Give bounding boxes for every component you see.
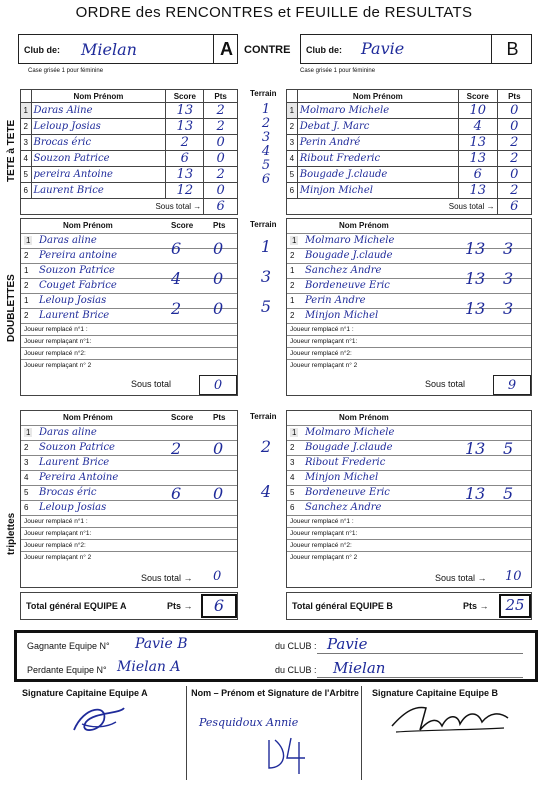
player-name: Leloup Josias bbox=[31, 119, 166, 135]
doublettes-player-row bbox=[287, 233, 531, 248]
row-number: 1 bbox=[290, 266, 295, 275]
terrain-number: 1 bbox=[261, 102, 271, 117]
row-number: 1 bbox=[24, 296, 29, 305]
player-name: Bougade J.claude bbox=[297, 167, 458, 183]
sig-arbitre-signature bbox=[261, 732, 331, 778]
triplettes-player-row bbox=[287, 455, 531, 470]
triplettes-player-row bbox=[287, 440, 531, 455]
doublettes-player-row bbox=[287, 263, 531, 278]
player-score: 6 bbox=[458, 167, 497, 183]
remplacant-line: Joueur remplacé n°1 : bbox=[287, 323, 531, 335]
perdant-club-label: du CLUB : bbox=[275, 665, 317, 675]
player-pts: 2 bbox=[204, 167, 238, 183]
tete-table-a bbox=[20, 89, 238, 215]
tete-row bbox=[21, 103, 238, 119]
player-name: Souzon Patrice bbox=[31, 151, 166, 167]
doublettes-player-row bbox=[21, 278, 237, 293]
row-number: 1 bbox=[290, 296, 295, 305]
remplacant-line: Joueur remplacé n°1 : bbox=[21, 323, 237, 335]
player-name: Leloup Josias bbox=[39, 295, 107, 306]
row-number: 1 bbox=[26, 428, 31, 437]
club-b-box bbox=[300, 34, 532, 64]
tete-sous-total-a: 6 bbox=[204, 199, 238, 215]
remplacant-line: Joueur remplaçant n°1: bbox=[21, 527, 237, 539]
player-name: Leloup Josias bbox=[39, 502, 107, 513]
remplacant-line: Joueur remplaçant n°1: bbox=[287, 335, 531, 347]
remplacant-line: Joueur remplacé n°2: bbox=[287, 539, 531, 551]
tete-row bbox=[287, 151, 532, 167]
doublettes-player-row bbox=[287, 278, 531, 293]
terrain-number: 2 bbox=[261, 116, 271, 131]
player-score: 13 bbox=[166, 119, 204, 135]
row-number: 2 bbox=[24, 311, 29, 320]
doublettes-group-score: 13 bbox=[465, 239, 486, 258]
doublettes-player-row bbox=[287, 308, 531, 323]
letter-a: A bbox=[220, 39, 233, 59]
triplettes-player-row bbox=[21, 500, 237, 515]
tri-sous-total-label: Sous total → bbox=[141, 573, 193, 583]
tete-row bbox=[21, 135, 238, 151]
player-name: Perin André bbox=[297, 135, 458, 151]
signatures-row bbox=[14, 686, 538, 780]
triplettes-player-row bbox=[287, 500, 531, 515]
col-score: Score bbox=[458, 90, 497, 103]
total-b-label: Total général EQUIPE B bbox=[292, 601, 393, 611]
doublettes-group-score: 4 bbox=[171, 269, 182, 288]
player-score: 13 bbox=[458, 135, 497, 151]
row-number: 5 bbox=[24, 488, 29, 497]
sheet-title: ORDRE des RENCONTRES et FEUILLE de RESULTATS bbox=[75, 4, 473, 21]
player-name: Ribout Frederic bbox=[297, 151, 458, 167]
player-name: Bordeneuve Eric bbox=[305, 280, 390, 291]
player-name: Couget Fabrice bbox=[39, 280, 117, 291]
dbl-sous-total-label-b: Sous total bbox=[425, 379, 466, 389]
col-score: Score bbox=[171, 221, 194, 230]
row-number: 6 bbox=[287, 183, 298, 199]
player-name: Daras aline bbox=[39, 235, 97, 246]
row-number: 2 bbox=[290, 311, 295, 320]
player-name: Daras Aline bbox=[31, 103, 166, 119]
tri-sous-total-label-b: Sous total → bbox=[435, 573, 487, 583]
col-terrain-tri: Terrain bbox=[250, 412, 277, 421]
remplacant-line: Joueur remplacé n°2: bbox=[21, 539, 237, 551]
player-score: 13 bbox=[166, 103, 204, 119]
player-pts: 0 bbox=[204, 135, 238, 151]
letter-a-box bbox=[213, 34, 239, 64]
doublettes-player-row bbox=[21, 263, 237, 278]
remplacant-line: Joueur remplacé n°2: bbox=[21, 347, 237, 359]
col-num bbox=[287, 90, 298, 103]
triplettes-player-row bbox=[21, 455, 237, 470]
col-name: Nom Prénom bbox=[63, 221, 113, 230]
col-terrain-dbl: Terrain bbox=[250, 220, 277, 229]
total-b-value-box bbox=[499, 594, 531, 618]
tete-row bbox=[287, 135, 532, 151]
total-a-box bbox=[20, 592, 238, 620]
terrain-number: 5 bbox=[260, 297, 272, 316]
row-number: 1 bbox=[292, 236, 297, 245]
player-score: 2 bbox=[166, 135, 204, 151]
sig-cap-a-box bbox=[14, 686, 186, 780]
tri-sous-total-a: 0 bbox=[213, 569, 222, 584]
remplacant-line: Joueur remplacé n°1 : bbox=[21, 515, 237, 527]
terrain-number: 4 bbox=[260, 481, 272, 501]
col-pts: Pts bbox=[497, 90, 531, 103]
player-name: Pereira Antoine bbox=[39, 472, 119, 483]
contre-label: CONTRE bbox=[244, 44, 291, 56]
player-name: Bougade J.claude bbox=[305, 442, 393, 453]
note-b: Case grisée 1 pour féminine bbox=[300, 68, 376, 74]
col-name: Nom Prénom bbox=[339, 221, 389, 230]
doublettes-group-score: 2 bbox=[171, 299, 182, 318]
row-number: 6 bbox=[24, 503, 29, 512]
row-number: 4 bbox=[21, 151, 32, 167]
col-name: Nom Prénom bbox=[339, 413, 389, 422]
terrain-number: 4 bbox=[261, 144, 271, 159]
club-a-value: Mielan bbox=[81, 40, 137, 59]
terrain-number: 5 bbox=[261, 158, 271, 173]
tete-row bbox=[21, 183, 238, 199]
doublettes-group-score: 13 bbox=[465, 269, 486, 288]
sig-cap-b-label: Signature Capitaine Equipe B bbox=[372, 688, 499, 698]
row-number: 3 bbox=[287, 135, 298, 151]
player-name: Pereira antoine bbox=[39, 250, 118, 261]
player-name: Laurent Brice bbox=[39, 457, 110, 468]
doublettes-group-pts: 3 bbox=[503, 239, 514, 258]
club-b-label: Club de: bbox=[306, 45, 342, 55]
sig-cap-a-label: Signature Capitaine Equipe A bbox=[22, 688, 148, 698]
player-name: Bordeneuve Eric bbox=[305, 487, 390, 498]
row-number: 6 bbox=[290, 503, 295, 512]
doublettes-group-pts: 0 bbox=[213, 239, 224, 258]
row-number: 2 bbox=[290, 251, 295, 260]
row-number: 2 bbox=[21, 119, 32, 135]
result-box bbox=[14, 630, 538, 682]
doublettes-player-row bbox=[21, 293, 237, 308]
triplettes-group-pts: 5 bbox=[503, 483, 514, 503]
player-name: Molmaro Michele bbox=[305, 427, 395, 438]
player-name: Molmaro Michele bbox=[305, 235, 395, 246]
player-pts: 0 bbox=[497, 119, 531, 135]
player-name: Sanchez Andre bbox=[305, 502, 382, 513]
triplettes-a-block bbox=[20, 410, 238, 588]
tete-row bbox=[287, 183, 532, 199]
player-name: Daras aline bbox=[39, 427, 97, 438]
player-name: Laurent Brice bbox=[39, 310, 110, 321]
label-triplettes: triplettes bbox=[6, 512, 17, 555]
sig-arbitre-name: Pesquidoux Annie bbox=[199, 716, 299, 729]
tete-row bbox=[287, 167, 532, 183]
tete-terrains bbox=[248, 103, 284, 187]
row-number: 1 bbox=[287, 103, 298, 119]
doublettes-group-pts: 0 bbox=[213, 299, 224, 318]
player-pts: 2 bbox=[497, 135, 531, 151]
row-number: 2 bbox=[290, 443, 295, 452]
row-number: 1 bbox=[292, 428, 297, 437]
row-number: 2 bbox=[24, 443, 29, 452]
total-a-value-box bbox=[201, 594, 237, 618]
player-name: Debat J. Marc bbox=[297, 119, 458, 135]
doublettes-player-row bbox=[21, 308, 237, 323]
terrain-number: 1 bbox=[260, 237, 272, 256]
row-number: 4 bbox=[290, 473, 295, 482]
col-terrain-tete: Terrain bbox=[250, 89, 277, 98]
label-doublettes: DOUBLETTES bbox=[6, 274, 17, 342]
doublettes-group-pts: 3 bbox=[503, 299, 514, 318]
col-pts: Pts bbox=[213, 413, 226, 422]
tete-row bbox=[21, 167, 238, 183]
player-name: Molmaro Michele bbox=[297, 103, 458, 119]
club-a-box bbox=[18, 34, 238, 64]
perdante-value: Mielan A bbox=[117, 659, 181, 675]
player-pts: 0 bbox=[204, 151, 238, 167]
player-name: Souzon Patrice bbox=[39, 265, 115, 276]
gagnante-value: Pavie B bbox=[135, 636, 188, 652]
tete-sous-total-label-b: Sous total → bbox=[287, 199, 498, 215]
total-a-pts-label: Pts → bbox=[167, 601, 193, 611]
club-a-label: Club de: bbox=[24, 45, 60, 55]
col-pts: Pts bbox=[213, 221, 226, 230]
tete-sous-total-b: 6 bbox=[497, 199, 531, 215]
sig-arbitre-box bbox=[186, 686, 362, 780]
sig-cap-a-signature bbox=[64, 702, 134, 738]
player-score: 12 bbox=[166, 183, 204, 199]
doublettes-player-row bbox=[21, 233, 237, 248]
player-name: Brocas éric bbox=[39, 487, 97, 498]
player-score: 4 bbox=[458, 119, 497, 135]
player-name: Sanchez Andre bbox=[305, 265, 382, 276]
player-name: Perin Andre bbox=[305, 295, 366, 306]
tete-table-b bbox=[286, 89, 532, 215]
col-name: Nom Prénom bbox=[63, 413, 113, 422]
row-number: 2 bbox=[287, 119, 298, 135]
remplacant-line: Joueur remplaçant n° 2 bbox=[21, 359, 237, 371]
perdante-label: Perdante Equipe N° bbox=[27, 665, 107, 675]
doublettes-player-row bbox=[287, 293, 531, 308]
doublettes-group-score: 6 bbox=[171, 239, 182, 258]
remplacant-line: Joueur remplacé n°1 : bbox=[287, 515, 531, 527]
row-number: 2 bbox=[24, 281, 29, 290]
remplacant-line: Joueur remplaçant n° 2 bbox=[21, 551, 237, 563]
row-number: 3 bbox=[21, 135, 32, 151]
row-number: 5 bbox=[287, 167, 298, 183]
row-number: 2 bbox=[24, 251, 29, 260]
terrain-number: 3 bbox=[260, 267, 272, 286]
triplettes-group-pts: 0 bbox=[213, 438, 224, 458]
player-score: 13 bbox=[166, 167, 204, 183]
player-pts: 2 bbox=[497, 151, 531, 167]
triplettes-group-score: 2 bbox=[171, 438, 182, 458]
perdant-underline bbox=[317, 677, 523, 678]
gagnant-club-value: Pavie bbox=[327, 635, 368, 653]
remplacant-line: Joueur remplaçant n°1: bbox=[21, 335, 237, 347]
player-score: 13 bbox=[458, 183, 497, 199]
player-pts: 0 bbox=[497, 167, 531, 183]
total-a-value: 6 bbox=[213, 596, 225, 615]
col-score: Score bbox=[171, 413, 194, 422]
dbl-sous-total-a: 0 bbox=[213, 378, 223, 393]
row-number: 3 bbox=[24, 458, 29, 467]
sig-cap-b-box bbox=[362, 686, 538, 780]
tete-row bbox=[21, 151, 238, 167]
triplettes-group-pts: 5 bbox=[503, 438, 514, 458]
triplettes-group-score: 6 bbox=[171, 483, 182, 503]
letter-b-box bbox=[491, 34, 533, 64]
doublettes-group-pts: 3 bbox=[503, 269, 514, 288]
col-name: Nom Prénom bbox=[297, 90, 458, 103]
gagnante-label: Gagnante Equipe N° bbox=[27, 641, 110, 651]
tete-sous-total-label: Sous total → bbox=[21, 199, 204, 215]
triplettes-group-score: 13 bbox=[465, 438, 486, 458]
triplettes-player-row bbox=[287, 485, 531, 500]
row-number: 3 bbox=[290, 458, 295, 467]
doublettes-player-row bbox=[287, 248, 531, 263]
triplettes-player-row bbox=[21, 485, 237, 500]
dbl-sous-total-label: Sous total bbox=[131, 379, 172, 389]
remplacant-line: Joueur remplacé n°2: bbox=[287, 347, 531, 359]
tete-row bbox=[287, 119, 532, 135]
row-number: 5 bbox=[290, 488, 295, 497]
sig-arbitre-label: Nom – Prénom et Signature de l'Arbitre bbox=[191, 688, 359, 698]
total-b-value: 25 bbox=[505, 596, 525, 614]
player-name: Minjon Michel bbox=[297, 183, 458, 199]
player-pts: 2 bbox=[204, 103, 238, 119]
label-tete: TETE à TETE bbox=[6, 119, 17, 182]
gagnant-underline bbox=[317, 653, 523, 654]
triplettes-b-block bbox=[286, 410, 532, 588]
row-number: 1 bbox=[24, 266, 29, 275]
tete-row bbox=[287, 103, 532, 119]
player-score: 13 bbox=[458, 151, 497, 167]
remplacant-line: Joueur remplaçant n° 2 bbox=[287, 551, 531, 563]
player-name: Brocas éric bbox=[31, 135, 166, 151]
row-number: 6 bbox=[21, 183, 32, 199]
triplettes-group-score: 13 bbox=[465, 483, 486, 503]
total-a-label: Total général EQUIPE A bbox=[26, 601, 127, 611]
letter-b: B bbox=[506, 39, 519, 59]
terrain-number: 3 bbox=[261, 130, 271, 145]
triplettes-group-pts: 0 bbox=[213, 483, 224, 503]
player-name: Minjon Michel bbox=[305, 472, 379, 483]
dbl-sous-total-box-b bbox=[493, 375, 531, 395]
remplacant-line: Joueur remplaçant n°1: bbox=[287, 527, 531, 539]
total-b-box bbox=[286, 592, 532, 620]
tri-sous-total-b: 10 bbox=[505, 569, 522, 584]
row-number: 4 bbox=[24, 473, 29, 482]
dbl-sous-total-b: 9 bbox=[507, 378, 517, 393]
player-name: Ribout Frederic bbox=[305, 457, 386, 468]
dbl-sous-total-box-a bbox=[199, 375, 237, 395]
doublettes-group-score: 13 bbox=[465, 299, 486, 318]
triplettes-player-row bbox=[287, 470, 531, 485]
player-name: Laurent Brice bbox=[31, 183, 166, 199]
player-name: Souzon Patrice bbox=[39, 442, 115, 453]
player-score: 10 bbox=[458, 103, 497, 119]
terrain-number: 2 bbox=[260, 436, 272, 456]
row-number: 1 bbox=[21, 103, 32, 119]
row-number: 1 bbox=[26, 236, 31, 245]
col-name: Nom Prénom bbox=[31, 90, 166, 103]
triplettes-player-row bbox=[21, 440, 237, 455]
sig-cap-b-signature bbox=[386, 700, 516, 740]
player-name: Minjon Michel bbox=[305, 310, 379, 321]
player-name: pereira Antoine bbox=[31, 167, 166, 183]
gagnant-club-label: du CLUB : bbox=[275, 641, 317, 651]
player-pts: 0 bbox=[204, 183, 238, 199]
row-number: 5 bbox=[21, 167, 32, 183]
perdant-club-value: Mielan bbox=[333, 659, 386, 677]
row-number: 4 bbox=[287, 151, 298, 167]
col-num bbox=[21, 90, 32, 103]
doublettes-group-pts: 0 bbox=[213, 269, 224, 288]
note-a: Case grisée 1 pour féminine bbox=[28, 68, 104, 74]
club-b-value: Pavie bbox=[361, 39, 405, 58]
tete-row bbox=[21, 119, 238, 135]
terrain-number: 6 bbox=[261, 172, 271, 187]
player-pts: 2 bbox=[204, 119, 238, 135]
triplettes-player-row bbox=[21, 425, 237, 440]
player-pts: 2 bbox=[497, 183, 531, 199]
total-b-pts-label: Pts → bbox=[463, 601, 489, 611]
doublettes-player-row bbox=[21, 248, 237, 263]
remplacant-line: Joueur remplaçant n° 2 bbox=[287, 359, 531, 371]
doublettes-a-block bbox=[20, 218, 238, 396]
row-number: 2 bbox=[290, 281, 295, 290]
doublettes-b-block bbox=[286, 218, 532, 396]
col-pts: Pts bbox=[204, 90, 238, 103]
player-pts: 0 bbox=[497, 103, 531, 119]
player-score: 6 bbox=[166, 151, 204, 167]
col-score: Score bbox=[166, 90, 204, 103]
triplettes-player-row bbox=[21, 470, 237, 485]
player-name: Bougade J.claude bbox=[305, 250, 393, 261]
triplettes-player-row bbox=[287, 425, 531, 440]
